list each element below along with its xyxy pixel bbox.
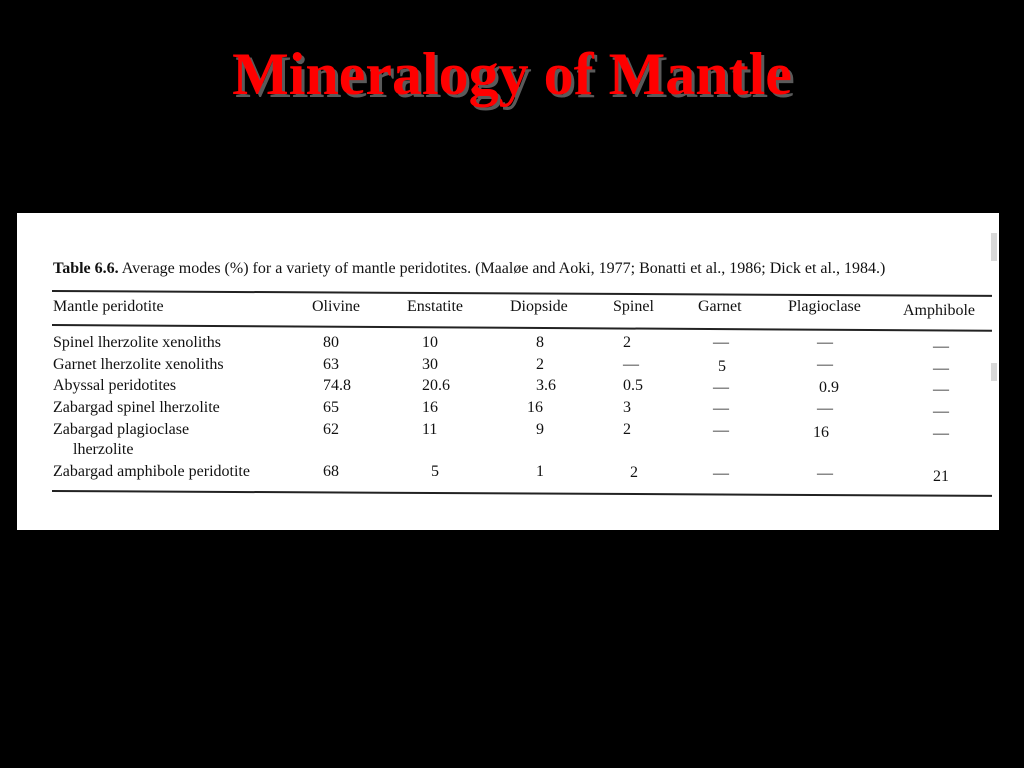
cell-enstatite: 30 bbox=[422, 356, 438, 373]
table-caption-label: Table 6.6. bbox=[53, 260, 119, 277]
cell-enstatite: 10 bbox=[422, 334, 438, 351]
cell-amphibole: — bbox=[933, 403, 949, 420]
table-top-rule bbox=[52, 290, 992, 297]
column-header-olivine: Olivine bbox=[312, 298, 360, 315]
cell-olivine: 68 bbox=[323, 463, 339, 480]
cell-diopside: 3.6 bbox=[536, 377, 556, 394]
cell-spinel: — bbox=[623, 356, 639, 373]
cell-plagioclase: 0.9 bbox=[819, 379, 839, 396]
cell-spinel: 3 bbox=[623, 399, 631, 416]
cell-plagioclase: 16 bbox=[813, 424, 829, 441]
cell-diopside: 1 bbox=[536, 463, 544, 480]
row-name: Zabargad amphibole peridotite bbox=[53, 463, 250, 480]
scan-edge-shadow bbox=[991, 363, 997, 381]
cell-spinel: 2 bbox=[623, 334, 631, 351]
column-header-spinel: Spinel bbox=[613, 298, 654, 315]
cell-spinel: 2 bbox=[630, 464, 638, 481]
row-name: Garnet lherzolite xenoliths bbox=[53, 356, 224, 373]
cell-plagioclase: — bbox=[817, 465, 833, 482]
cell-garnet: — bbox=[713, 465, 729, 482]
cell-olivine: 62 bbox=[323, 421, 339, 438]
cell-garnet: — bbox=[713, 334, 729, 351]
table-caption bbox=[53, 260, 885, 278]
cell-garnet: — bbox=[713, 422, 729, 439]
cell-amphibole: — bbox=[933, 360, 949, 377]
column-header-diopside: Diopside bbox=[510, 298, 568, 315]
cell-spinel: 0.5 bbox=[623, 377, 643, 394]
scanned-table-image bbox=[17, 213, 999, 530]
slide-title: Mineralogy of Mantle bbox=[232, 41, 792, 107]
scan-edge-shadow bbox=[991, 233, 997, 261]
cell-plagioclase: — bbox=[817, 400, 833, 417]
cell-diopside: 8 bbox=[536, 334, 544, 351]
cell-amphibole: — bbox=[933, 381, 949, 398]
row-name-continuation: lherzolite bbox=[73, 441, 134, 458]
cell-diopside: 16 bbox=[527, 399, 543, 416]
cell-enstatite: 20.6 bbox=[422, 377, 450, 394]
cell-diopside: 2 bbox=[536, 356, 544, 373]
row-name: Zabargad spinel lherzolite bbox=[53, 399, 220, 416]
cell-amphibole: — bbox=[933, 425, 949, 442]
column-header-mantle-peridotite: Mantle peridotite bbox=[53, 298, 164, 315]
cell-enstatite: 11 bbox=[422, 421, 438, 438]
cell-enstatite: 16 bbox=[422, 399, 438, 416]
column-header-amphibole: Amphibole bbox=[903, 302, 975, 319]
cell-diopside: 9 bbox=[536, 421, 544, 438]
column-header-plagioclase: Plagioclase bbox=[788, 298, 861, 315]
cell-garnet: — bbox=[713, 379, 729, 396]
cell-olivine: 65 bbox=[323, 399, 339, 416]
table-bottom-rule bbox=[52, 490, 992, 497]
cell-amphibole: 21 bbox=[933, 468, 949, 485]
cell-plagioclase: — bbox=[817, 356, 833, 373]
cell-olivine: 63 bbox=[323, 356, 339, 373]
table-caption-text: Average modes (%) for a variety of mantle peridotites. (Maaløe and Aoki, 1977; Bonatti et al., 1986; Dick et al., 1984.) bbox=[121, 260, 886, 277]
cell-enstatite: 5 bbox=[431, 463, 439, 480]
cell-olivine: 80 bbox=[323, 334, 339, 351]
cell-amphibole: — bbox=[933, 338, 949, 355]
row-name: Zabargad plagioclase bbox=[53, 421, 190, 438]
table-header-rule bbox=[52, 324, 992, 332]
cell-olivine: 74.8 bbox=[323, 377, 351, 394]
cell-garnet: 5 bbox=[718, 358, 726, 375]
column-header-enstatite: Enstatite bbox=[407, 298, 463, 315]
cell-plagioclase: — bbox=[817, 334, 833, 351]
row-name: Abyssal peridotites bbox=[53, 377, 177, 394]
cell-garnet: — bbox=[713, 400, 729, 417]
column-header-garnet: Garnet bbox=[698, 298, 742, 315]
cell-spinel: 2 bbox=[623, 421, 631, 438]
row-name: Spinel lherzolite xenoliths bbox=[53, 334, 221, 351]
